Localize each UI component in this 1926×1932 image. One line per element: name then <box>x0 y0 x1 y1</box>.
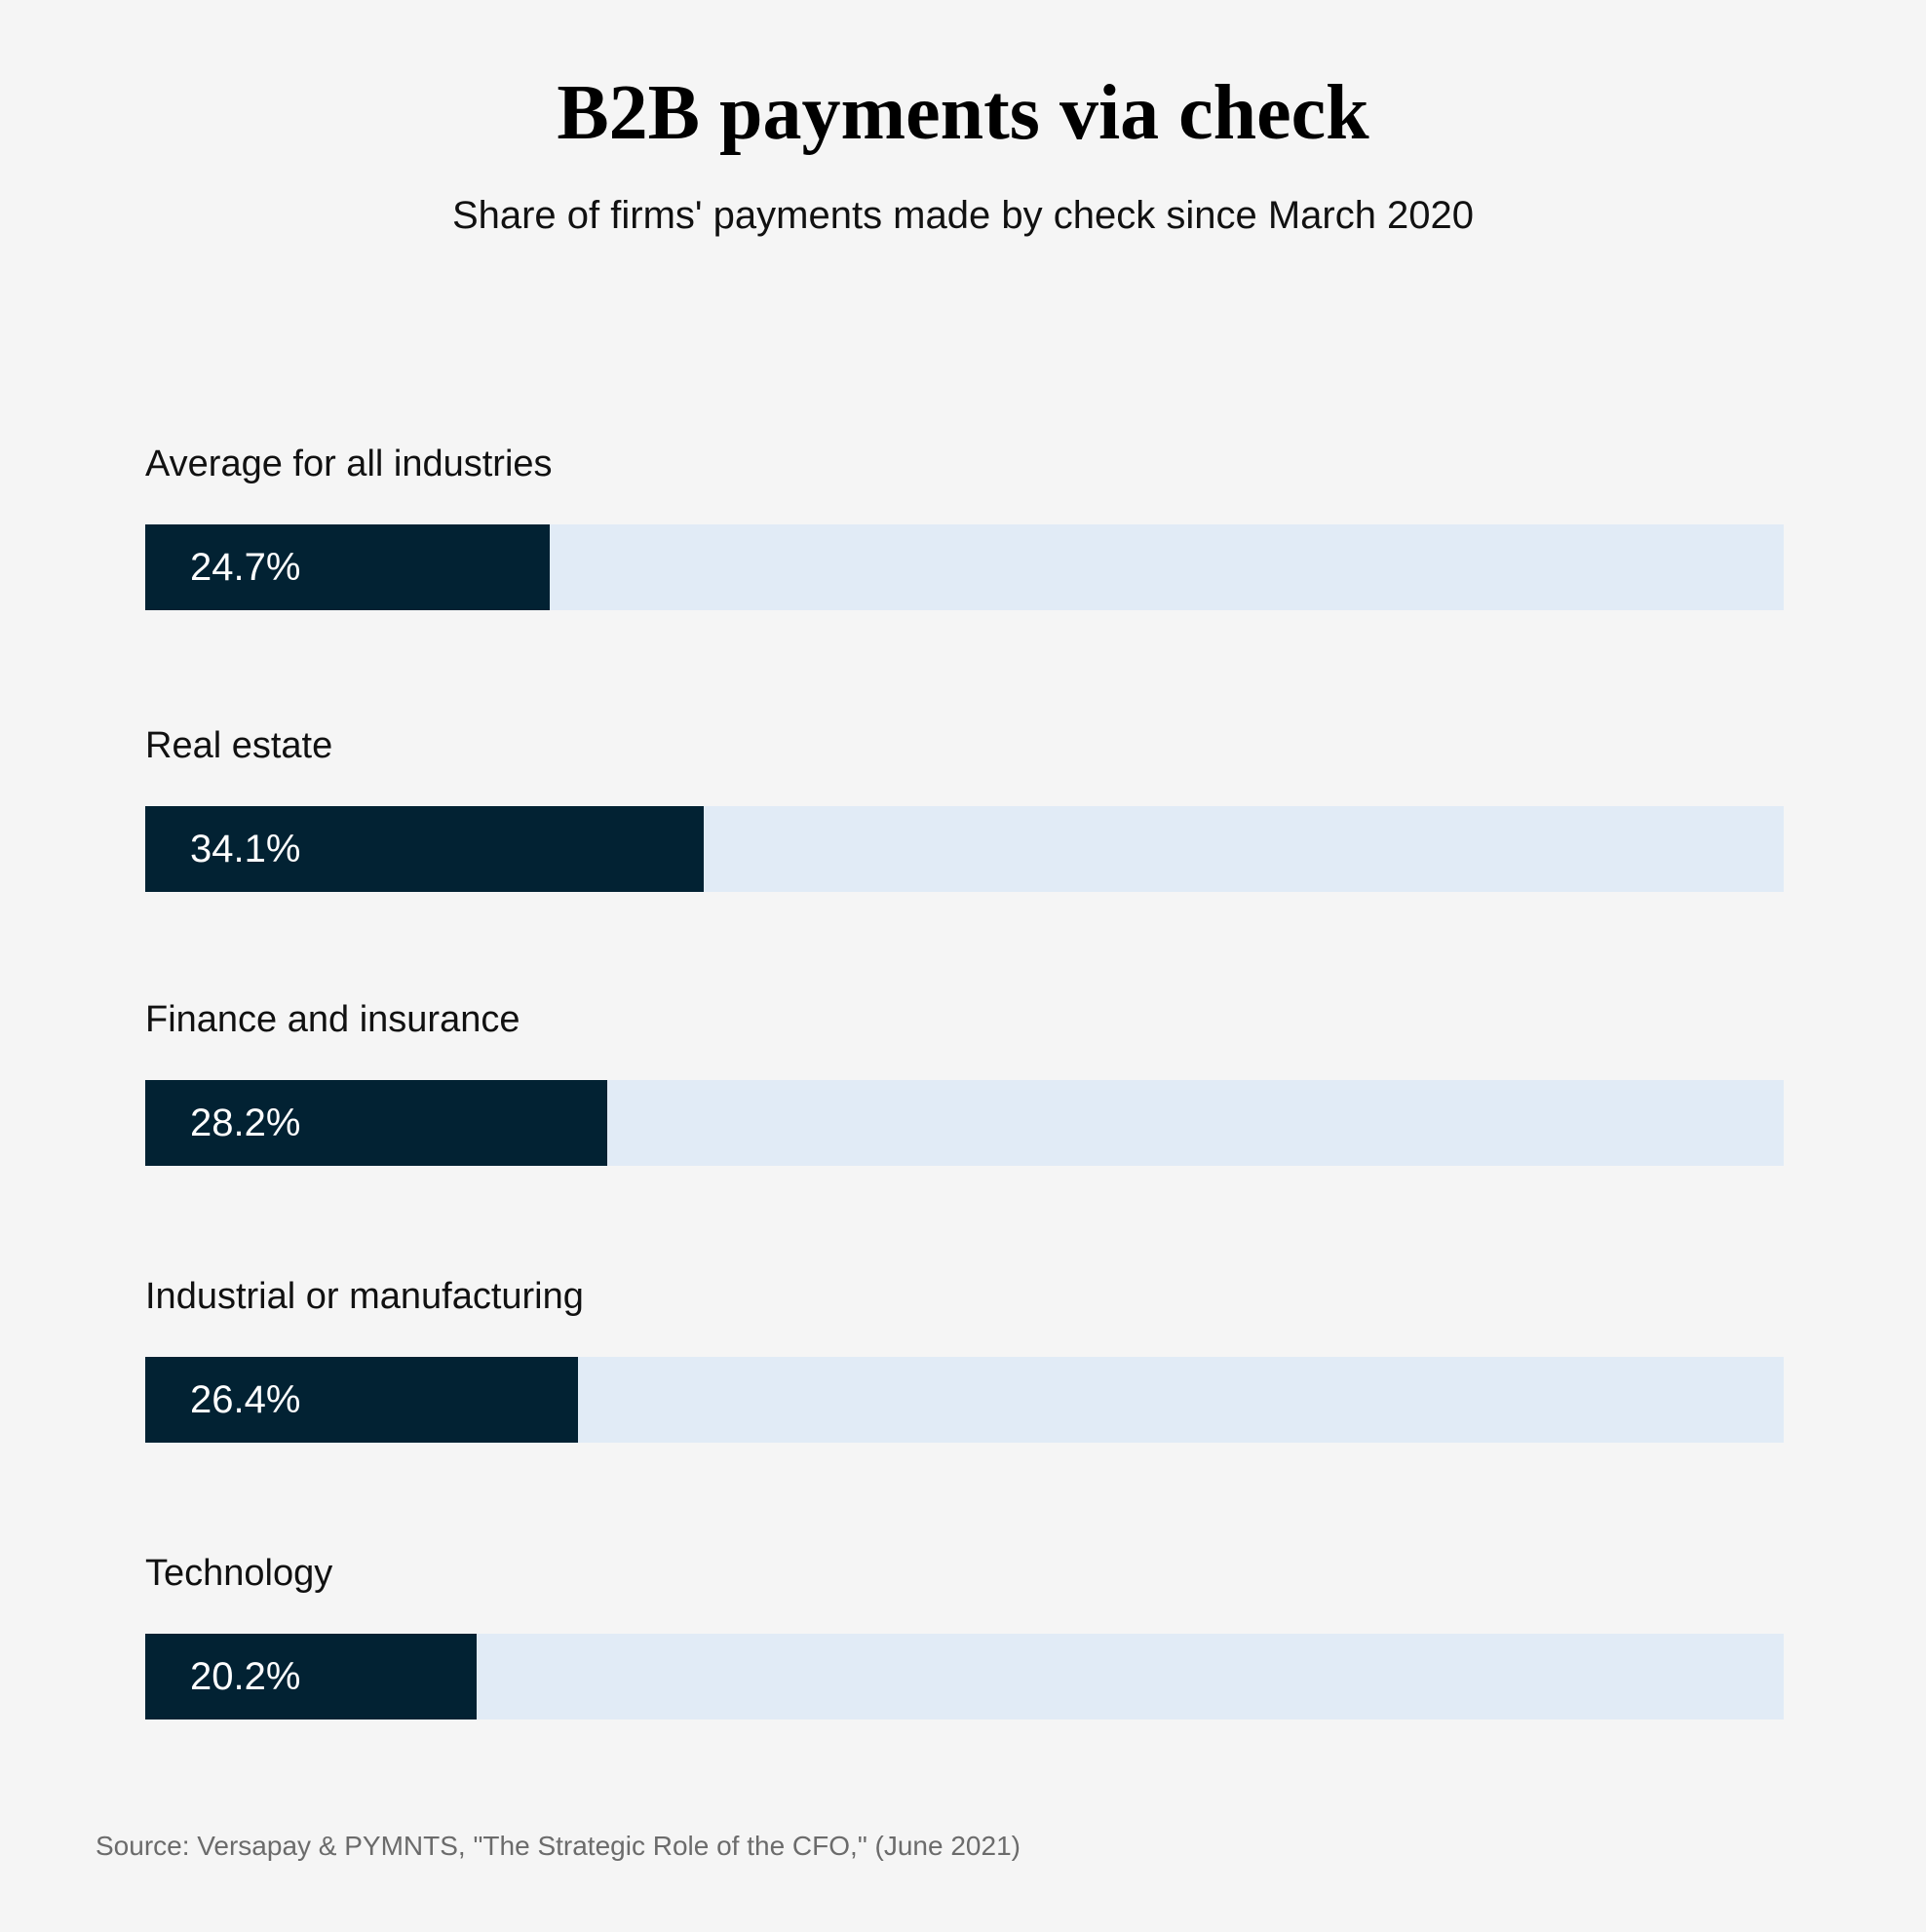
category-label: Finance and insurance <box>145 999 520 1040</box>
category-label: Technology <box>145 1553 333 1594</box>
category-label: Average for all industries <box>145 444 553 484</box>
chart-title: B2B payments via check <box>557 70 1369 156</box>
chart-subtitle: Share of firms' payments made by check since March 2020 <box>451 194 1475 237</box>
bar-track <box>145 524 1784 610</box>
data-label: 24.7% <box>190 546 301 589</box>
data-label: 34.1% <box>190 828 301 870</box>
bar-chart <box>145 0 1784 1932</box>
source-note: Source: Versapay & PYMNTS, "The Strategic Role of the CFO," (June 2021) <box>96 1831 1021 1861</box>
category-label: Real estate <box>145 725 333 766</box>
data-label: 28.2% <box>190 1101 301 1144</box>
bar-track <box>145 1634 1784 1719</box>
bar-track <box>145 1357 1784 1443</box>
bar-track <box>145 1080 1784 1166</box>
category-label: Industrial or manufacturing <box>145 1276 584 1317</box>
data-label: 26.4% <box>190 1378 301 1421</box>
data-label: 20.2% <box>190 1655 301 1698</box>
bar-track <box>145 806 1784 892</box>
